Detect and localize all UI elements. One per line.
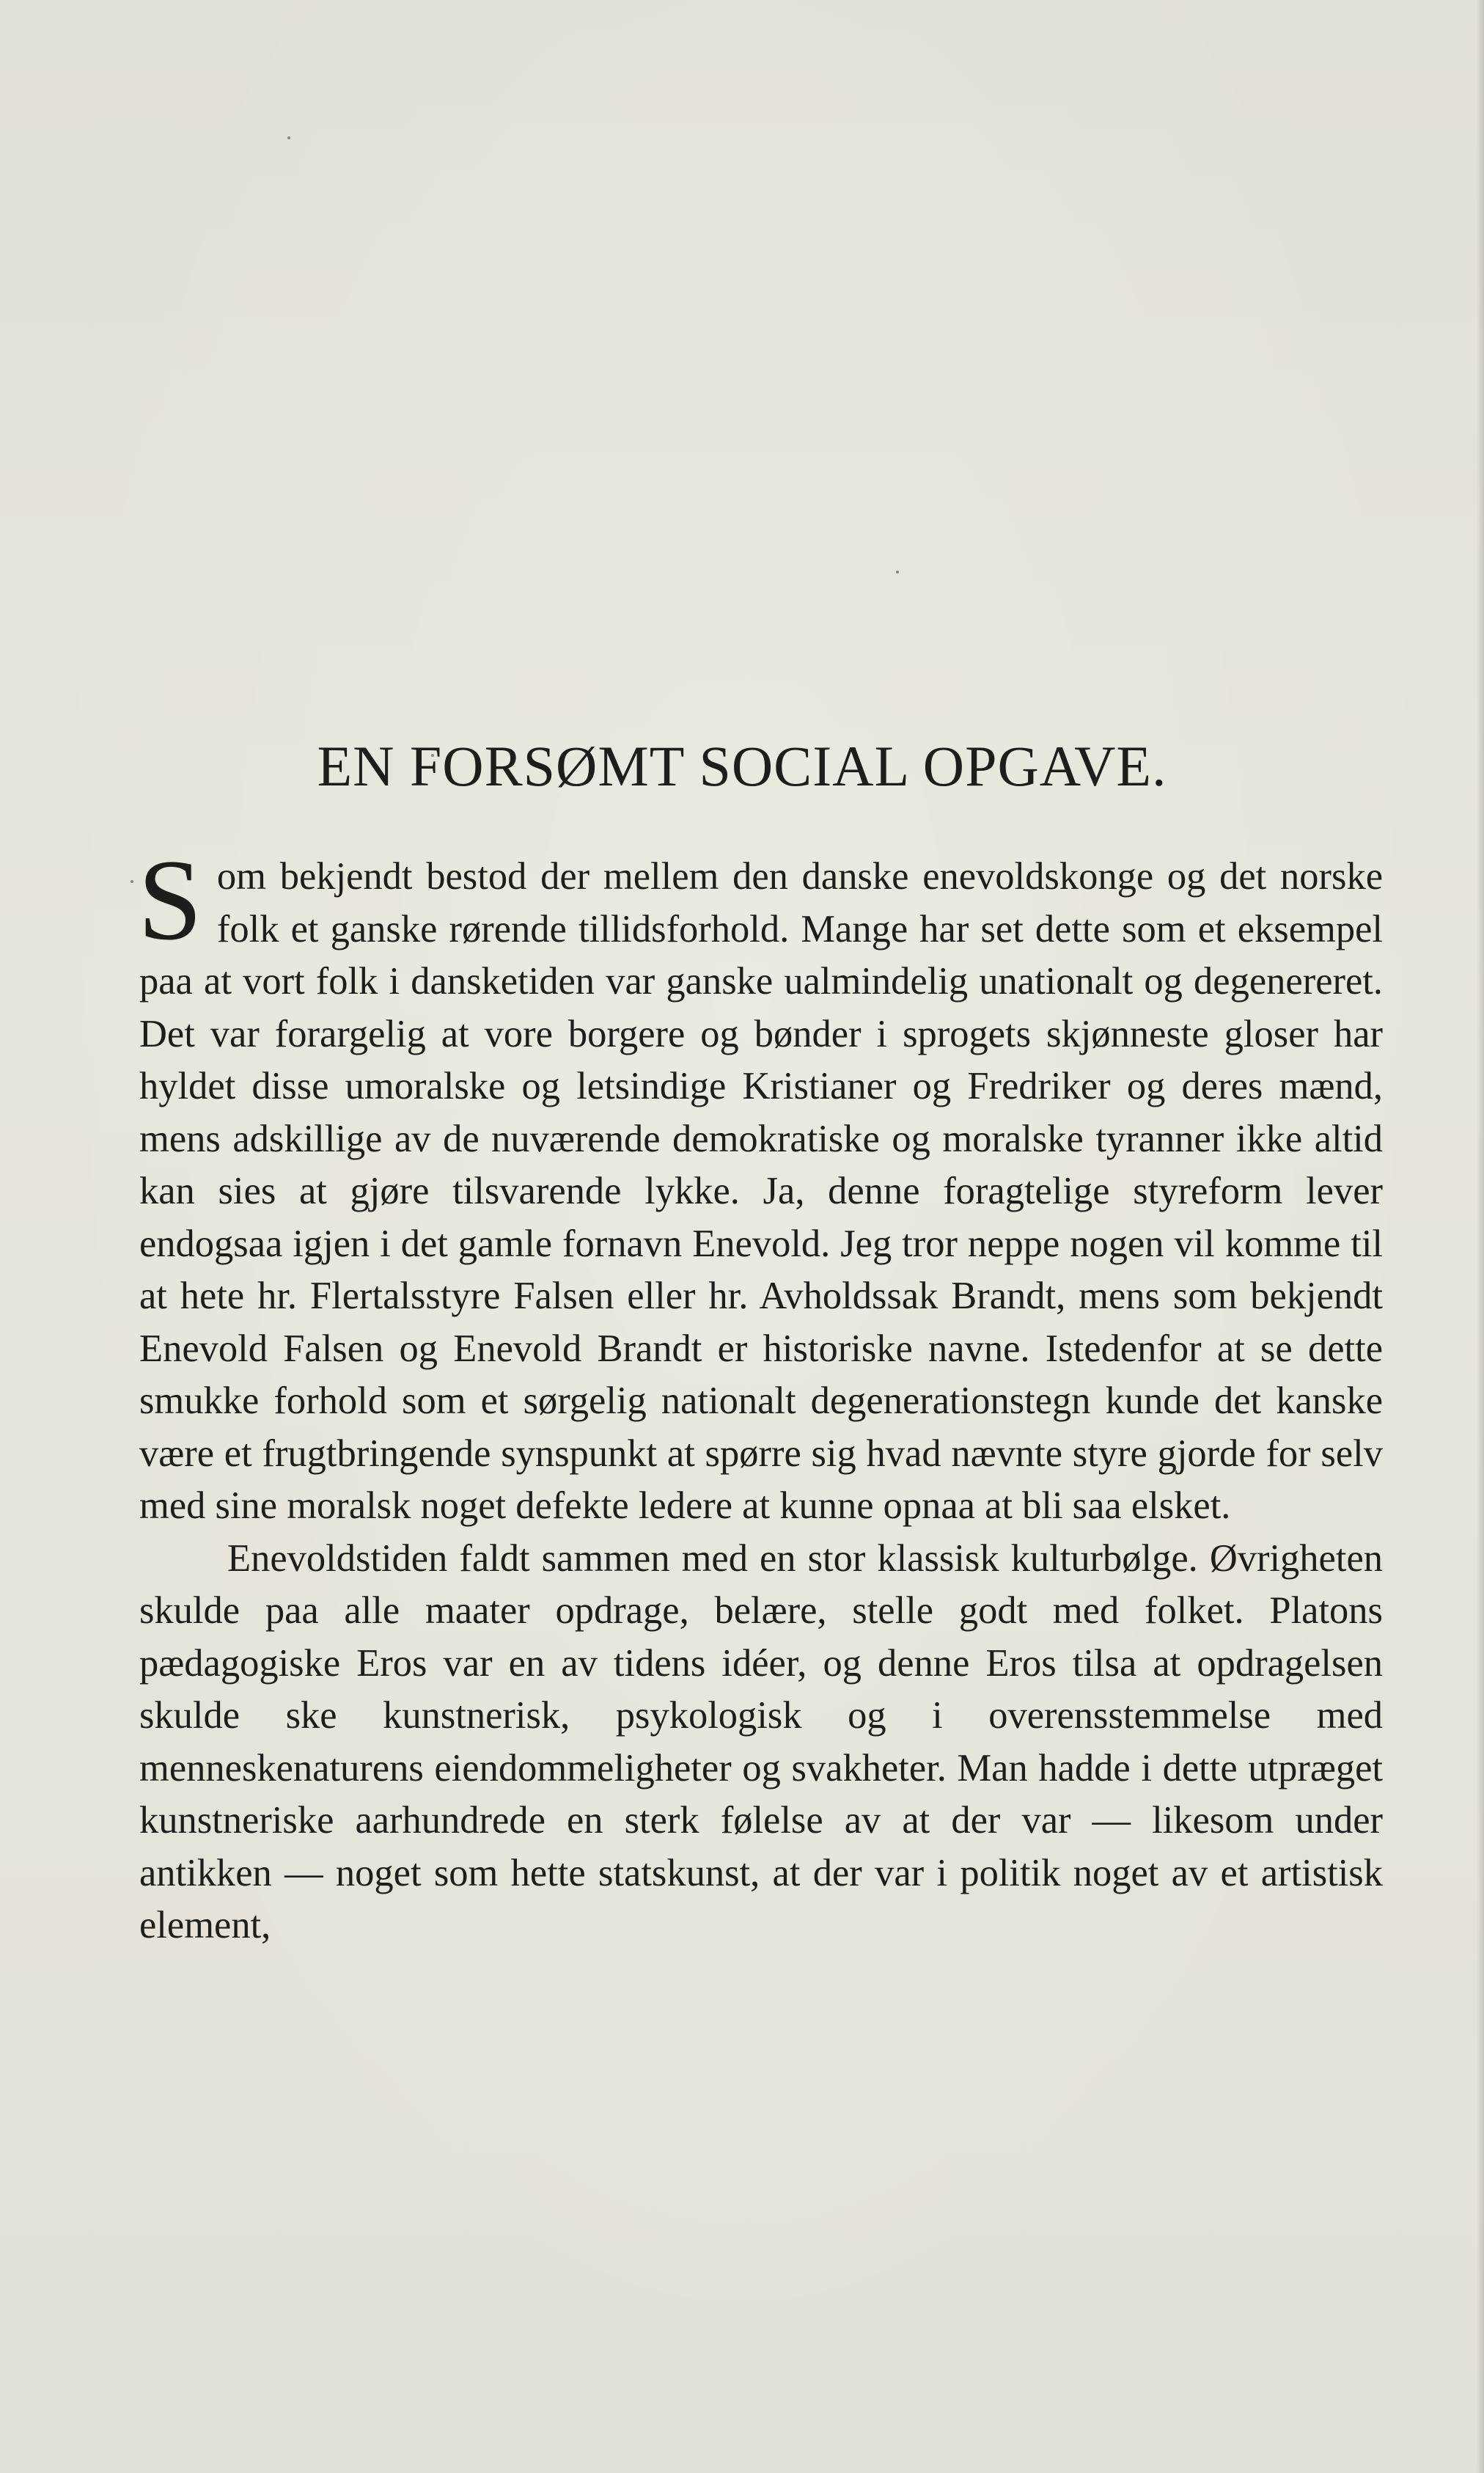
body-text — [138, 836, 1383, 1952]
paper-speck — [896, 571, 899, 574]
drop-cap: S — [138, 836, 202, 964]
page-edge-shadow — [1477, 0, 1484, 2473]
paragraph-2-text: Enevoldstiden faldt sammen med en stor klassisk kulturbølge. Øvrigheten skulde paa alle maater opdrage, belære, stelle godt med folket. Platons pædagogiske Eros var en av tidens idéer, og denne Eros tilsa at opdragelsen skulde ske kunstnerisk, psykologisk og i overensstemmelse med menneskenaturens eiendommeligheter og svakheter. Man hadde i dette utpræget kunstneriske aarhundrede en sterk følelse av at der var — likesom under antikken — noget som hette statskunst, at der var i politik noget av et artistisk element, — [139, 1536, 1383, 1946]
paper-speck — [287, 136, 290, 139]
paper-speck — [131, 880, 133, 883]
paragraph-2 — [139, 1533, 1383, 1952]
paragraph-1 — [138, 836, 1383, 1533]
page-title: EN FORSØMT SOCIAL OPGAVE. — [317, 734, 1167, 798]
paragraph-1-text: om bekjendt bestod der mellem den danske enevoldskonge og det norske folk et ganske rørende tillidsforhold. Mange har set dette som et eksempel paa at vort folk i dansketiden var ganske ualmindelig unationalt og degenereret. Det var forargelig at vore borgere og bønder i sprogets skjønneste gloser har hyldet disse umoralske og letsindige Kristianer og Fredriker og deres mænd, mens adskillige av de nuværende demokratiske og moralske tyranner ikke altid kan sies at gjøre tilsvarende lykke. Ja, denne foragtelige styreform lever endogsaa igjen i det gamle fornavn Enevold. Jeg tror neppe nogen vil komme til at hete hr. Flertalsstyre Falsen eller hr. Avholdssak Brandt, mens som bekjendt Enevold Falsen og Enevold Brandt er historiske navne. Istedenfor at se dette smukke forhold som et sørgelig nationalt degenerationstegn kunde det kanske være et frugtbringende synspunkt at spørre sig hvad nævnte styre gjorde for selv med sine moralsk noget defekte ledere at kunne opnaa at bli saa elsket. — [139, 855, 1383, 1527]
